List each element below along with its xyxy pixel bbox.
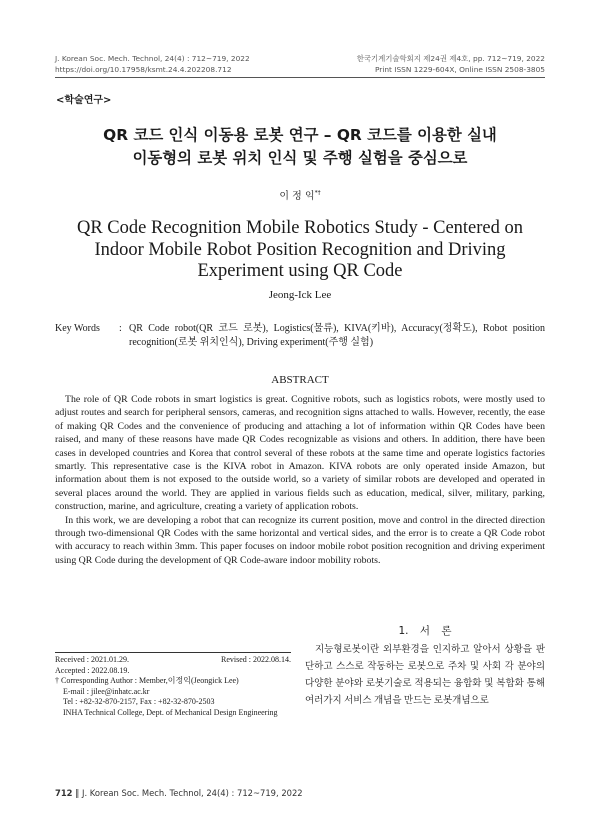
keywords-text: QR Code robot(QR 코드 로봇), Logistics(물류), KIVA(키바), Accuracy(정확도), Robot position recognition(로봇 위치인식), Driving experiment(주행 실험) <box>129 323 545 348</box>
footer-separator: ‖ <box>75 788 83 798</box>
footer-journal: J. Korean Soc. Mech. Technol, 24(4) : 712~719, 2022 <box>82 788 303 798</box>
english-title <box>0 218 600 283</box>
author-mark: *† <box>314 189 321 197</box>
english-title-line: QR Code Recognition Mobile Robotics Study - Centered on <box>76 218 523 238</box>
keywords <box>55 322 545 350</box>
english-title-line: Indoor Mobile Robot Position Recognition and Driving <box>94 239 506 260</box>
keywords-label: Key Words <box>55 323 100 334</box>
received-date: Received : 2021.01.29. <box>55 655 129 664</box>
korean-title-line: 이동형의 로봇 위치 인식 및 주행 실험을 중심으로 <box>132 149 468 167</box>
english-title-line: Experiment using QR Code <box>197 261 403 282</box>
header-divider <box>55 77 545 78</box>
accepted-date: Accepted : 2022.08.19. <box>55 665 130 675</box>
doi-link[interactable]: https://doi.org/10.17958/ksmt.24.4.202208.712 <box>55 65 232 74</box>
section-heading: 1. 서 론 <box>398 625 452 637</box>
revised-date: Revised : 2022.08.14. <box>221 655 291 664</box>
page-number: 712 <box>55 788 73 798</box>
korean-title-line: QR 코드 인식 이동용 로봇 연구 – QR 코드를 이용한 실내 <box>103 126 497 144</box>
english-author: Jeong-Ick Lee <box>268 289 332 301</box>
author-phone: Tel : +82-32-870-2157, Fax : +82-32-870-2503 <box>63 697 215 706</box>
introduction-text: 지능형로봇이란 외부환경을 인지하고 알아서 상황을 판단하고 스스로 작동하는 로봇으로 주차 및 사회 각 분야의 다양한 분야와 로봇기술로 적용되는 융합화 및 복합화 통해 여러가지 서비스 개념을 만드는 로봇개념으로 <box>305 645 545 707</box>
korean-author <box>0 187 600 202</box>
page-footer <box>55 788 303 798</box>
korean-title <box>0 124 600 170</box>
journal-citation-korean: 한국기계기술학회지 제24권 제4호, pp. 712~719, 2022 <box>356 54 545 63</box>
running-header <box>55 53 545 75</box>
author-email[interactable]: E-mail : jilee@inhatc.ac.kr <box>63 686 150 696</box>
abstract-paragraph: In this work, we are developing a robot that can recognize its current position, move and control in the directed direction through two-dimensional QR Codes with the same horizontal and vertical sides, and the error is to create a QR Code robot with accuracy to reach within 3mm. This paper focuses on indoor mobile robot position recognition and driving experiment using QR Code during the development of QR Code-aware indoor mobility robots. <box>55 514 545 566</box>
korean-author-name: 이 정 익 <box>279 191 315 202</box>
issn: Print ISSN 1229-604X, Online ISSN 2508-3805 <box>374 65 545 74</box>
keywords-colon: : <box>119 323 122 334</box>
article-category: <학술연구> <box>56 95 112 106</box>
footnote <box>55 655 291 718</box>
footnote-divider <box>55 652 291 653</box>
journal-citation: J. Korean Soc. Mech. Technol, 24(4) : 712~719, 2022 <box>55 54 250 63</box>
abstract-heading: ABSTRACT <box>271 374 329 386</box>
author-affiliation: INHA Technical College, Dept. of Mechanical Design Engineering <box>63 707 278 717</box>
abstract-body <box>55 393 545 567</box>
abstract-paragraph: The role of QR Code robots in smart logistics is great. Cognitive robots, such as logistics robots, were mostly used to adjust routes and search for peripheral sensors, cameras, and recognition signs attached to walls. However, recently, the ease of making QR Codes and the convenience of producing and attaching a lot of information within QR Codes have been raised, and many of these reasons have made QR Codes recognizable as visions and others. In addition, there have been cases in developed countries and Korea that control several of these robots at the same time and operate logistics factories smartly. This representative case is the KIVA robot in Amazon. KIVA robots are only operated inside Amazon, but information about them is not exposed to the outside world, so a variety of similar robots are developed and operated in several places around the world. They are applied in various fields such as education, medical, silver, military, parking, construction, marine, and agriculture, creating a variety of application robots. <box>55 394 545 513</box>
corresponding-author: † Corresponding Author : Member,이정익(Jeongick Lee) <box>55 676 239 685</box>
